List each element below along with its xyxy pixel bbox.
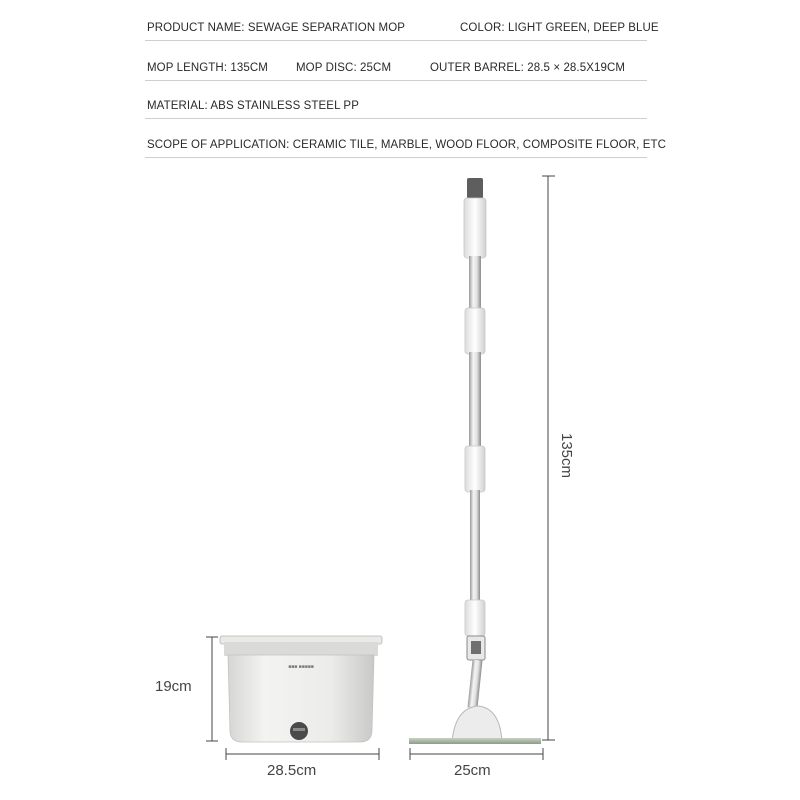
mop-length-text: MOP LENGTH: 135CM bbox=[147, 62, 268, 74]
mop-pole-upper bbox=[469, 256, 481, 312]
scope-text: SCOPE OF APPLICATION: CERAMIC TILE, MARBLE, WOOD FLOOR, COMPOSITE FLOOR, ETC bbox=[147, 139, 667, 151]
bucket-width-label: 28.5cm bbox=[267, 762, 317, 779]
product-name-text: PRODUCT NAME: SEWAGE SEPARATION MOP bbox=[147, 22, 406, 34]
mop-disc-width-label: 25cm bbox=[454, 762, 491, 779]
mop-lock-2 bbox=[465, 446, 485, 492]
color-text: COLOR: LIGHT GREEN, DEEP BLUE bbox=[460, 22, 659, 34]
mop-lower-grip bbox=[465, 600, 485, 636]
bucket bbox=[220, 636, 382, 742]
bucket-drain-valve-slot bbox=[293, 728, 305, 731]
mop-pole-middle bbox=[469, 352, 481, 448]
bucket-brand-text: ■■■ ■■■■■ bbox=[288, 664, 314, 670]
mop-top-grip bbox=[464, 198, 486, 258]
bucket-height-label: 19cm bbox=[155, 678, 192, 695]
mop-pad bbox=[409, 738, 541, 744]
mop-disc-text: MOP DISC: 25CM bbox=[296, 62, 392, 74]
bucket-lid bbox=[224, 642, 378, 656]
mop-pole-lower bbox=[470, 490, 480, 602]
mop-height-label: 135cm bbox=[558, 432, 576, 479]
mop-handle-cap bbox=[467, 178, 483, 200]
mop-neck bbox=[468, 660, 483, 709]
outer-barrel-text: OUTER BARREL: 28.5 × 28.5X19CM bbox=[430, 62, 626, 74]
material-text: MATERIAL: ABS STAINLESS STEEL PP bbox=[147, 100, 359, 112]
mop bbox=[409, 178, 541, 744]
mop-head-mount bbox=[452, 706, 502, 742]
mop-joint-window bbox=[471, 641, 481, 654]
mop-lock-1 bbox=[465, 308, 485, 354]
